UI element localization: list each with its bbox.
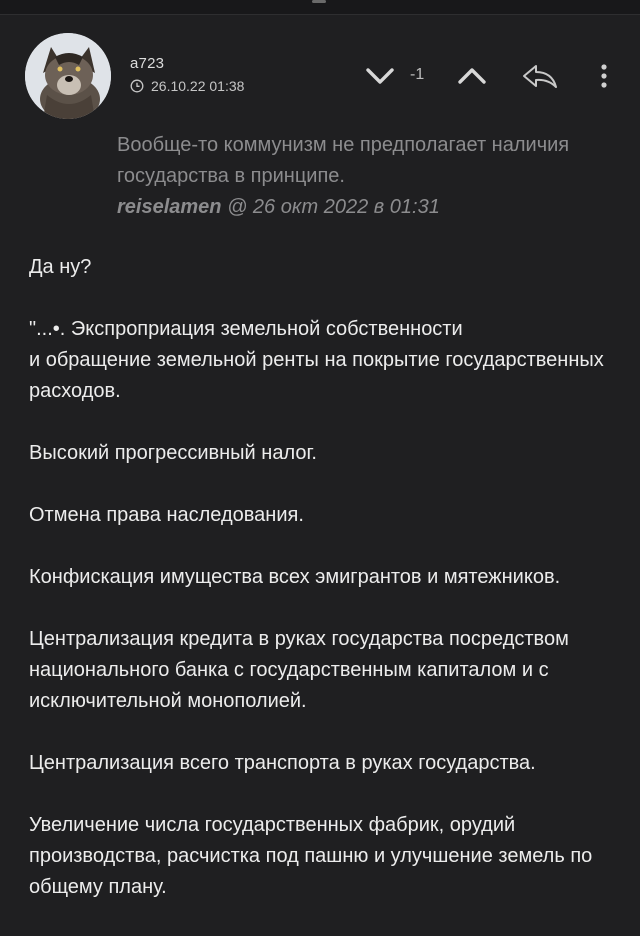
comment-paragraph: Высокий прогрессивный налог.	[29, 442, 317, 464]
comment-author[interactable]: a723	[130, 55, 165, 72]
vote-down-button[interactable]	[360, 58, 400, 94]
comment-paragraph: Отмена права наследования.	[29, 504, 304, 526]
quote-text: Вообще-то коммунизм не предполагает наличия государства в принципе.	[117, 134, 570, 187]
quoted-comment	[117, 130, 607, 223]
comment-paragraph: Увеличение числа государственных фабрик, орудий производства, расчистка под пашню и улучшение земель по общему плану.	[29, 814, 593, 898]
wolf-avatar-icon	[25, 33, 111, 119]
more-vertical-icon	[600, 62, 608, 90]
comment-actions	[360, 58, 620, 94]
comment-body	[29, 252, 629, 934]
vote-up-button[interactable]	[452, 58, 492, 94]
divider	[0, 14, 640, 15]
chevron-down-icon	[365, 66, 395, 86]
comment-score: -1	[410, 66, 425, 83]
more-options-button[interactable]	[592, 58, 616, 94]
comment-time	[130, 78, 244, 94]
reply-arrow-icon	[520, 62, 560, 90]
comment-timestamp: 26.10.22 01:38	[151, 78, 245, 94]
comment-paragraph: Централизация кредита в руках государства посредством национального банка с государственным капиталом и с исключительной монополией.	[29, 628, 569, 712]
comment-paragraph: Централизация всего транспорта в руках государства.	[29, 752, 536, 774]
comment-paragraph: Конфискация имущества всех эмигрантов и мятежников.	[29, 566, 561, 588]
avatar[interactable]	[25, 33, 111, 119]
clock-icon	[130, 79, 144, 93]
quote-author[interactable]: reiselamen	[117, 196, 222, 218]
top-bar-indicator	[312, 0, 326, 3]
reply-button[interactable]	[518, 58, 562, 94]
quote-date: @ 26 окт 2022 в 01:31	[221, 196, 440, 218]
comment-paragraph: "...•. Экспроприация земельной собственности и обращение земельной ренты на покрытие государственных расходов.	[29, 318, 604, 402]
comment-paragraph: Да ну?	[29, 256, 92, 278]
chevron-up-icon	[457, 66, 487, 86]
quote-meta	[117, 192, 607, 223]
top-bar	[0, 0, 640, 14]
